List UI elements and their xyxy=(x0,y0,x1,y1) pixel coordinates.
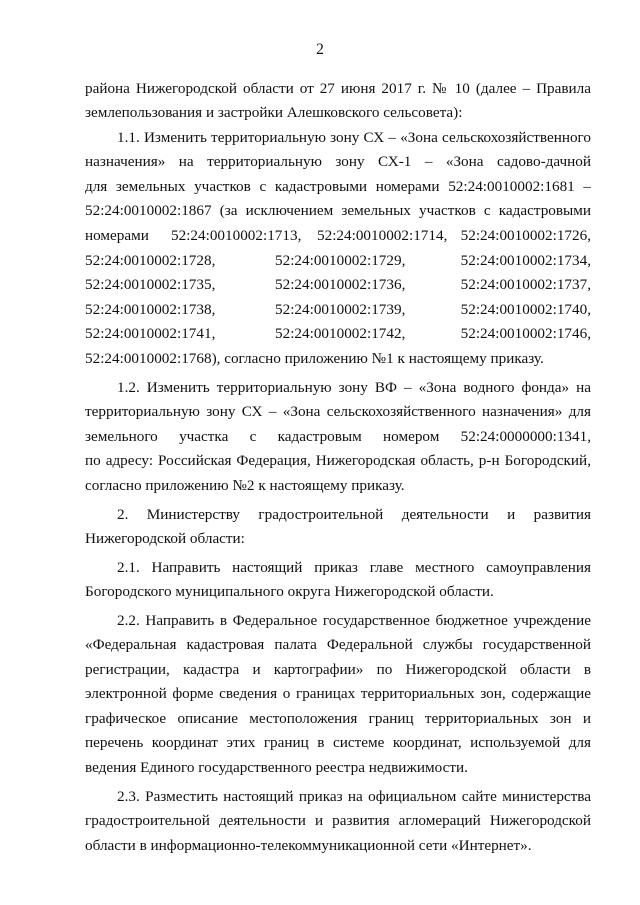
text-line: территориальную зону СХ – «Зона сельскохозяйственного назначения» для xyxy=(85,403,591,420)
text-line: 52:24:0010002:1768), согласно приложению №1 к настоящему приказу. xyxy=(85,350,544,367)
cadastral-cell: 52:24:0010002:1741, xyxy=(85,325,216,342)
cadastral-row xyxy=(85,251,591,271)
text-line: электронной форме сведения о границах территориальных зон, содержащие xyxy=(85,685,591,702)
text-line: графическое описание местоположения границ территориальных зон и xyxy=(85,710,591,727)
text-line: ведения Единого государственного реестра недвижимости. xyxy=(85,759,468,776)
text-line: области в информационно-телекоммуникационной сети «Интернет». xyxy=(85,837,532,854)
text-line: 52:24:0010002:1867 (за исключением земельных участков с кадастровыми xyxy=(85,202,591,219)
cadastral-cell: 52:24:0010002:1737, xyxy=(460,276,591,293)
cadastral-cell: 52:24:0010002:1714, xyxy=(317,227,448,244)
cadastral-row xyxy=(85,300,591,320)
cadastral-row xyxy=(85,324,591,344)
text-line: согласно приложению №2 к настоящему приказу. xyxy=(85,477,405,494)
cadastral-cell: 52:24:0010002:1738, xyxy=(85,301,216,318)
paragraph-2-line: 2. Министерству градостроительной деятельности и развития xyxy=(117,506,591,523)
cadastral-cell: 52:24:0010002:1742, xyxy=(275,325,406,342)
cadastral-cell: 52:24:0010002:1740, xyxy=(460,301,591,318)
cadastral-cell: 52:24:0010002:1734, xyxy=(460,252,591,269)
paragraph-2-1-line: 2.1. Направить настоящий приказ главе местного самоуправления xyxy=(117,559,591,576)
paragraph-2-3-line: 2.3. Разместить настоящий приказ на официальном сайте министерства xyxy=(117,788,591,805)
text-line: землепользования и застройки Алешковского сельсовета): xyxy=(85,104,463,121)
text-line: перечень координат этих границ в системе координат, используемой для xyxy=(85,734,591,751)
cadastral-cell: 52:24:0010002:1746, xyxy=(460,325,591,342)
text-line: земельного участка с кадастровым номером 52:24:0000000:1341, xyxy=(85,428,591,445)
cadastral-cell: 52:24:0010002:1736, xyxy=(275,276,406,293)
page-number: 2 xyxy=(316,41,324,58)
cadastral-cell: 52:24:0010002:1735, xyxy=(85,276,216,293)
paragraph-1-1-line: 1.1. Изменить территориальную зону СХ – «Зона сельскохозяйственного xyxy=(117,129,591,146)
cadastral-cell: 52:24:0010002:1726, xyxy=(460,227,591,244)
text-line: регистрации, кадастра и картографии» по Нижегородской области в xyxy=(85,661,591,678)
paragraph-1-2-line: 1.2. Изменить территориальную зону ВФ – «Зона водного фонда» на xyxy=(117,379,591,396)
text-line: Нижегородской области: xyxy=(85,530,245,547)
text-line: для земельных участков с кадастровыми номерами 52:24:0010002:1681 – xyxy=(85,178,591,195)
text-line: назначения» на территориальную зону СХ-1 – «Зона садово-дачной xyxy=(85,153,591,170)
text-line: района Нижегородской области от 27 июня 2017 г. № 10 (далее – Правила xyxy=(85,80,591,97)
text-line: градостроительной деятельности и развития агломераций Нижегородской xyxy=(85,812,591,829)
cadastral-row xyxy=(85,275,591,295)
cadastral-cell: номерами xyxy=(85,227,149,244)
text-line: Богородского муниципального округа Нижегородской области. xyxy=(85,583,494,600)
cadastral-row xyxy=(85,226,591,246)
text-line: «Федеральная кадастровая палата Федеральной службы государственной xyxy=(85,636,591,653)
paragraph-2-2-line: 2.2. Направить в Федеральное государственное бюджетное учреждение xyxy=(117,612,591,629)
cadastral-cell: 52:24:0010002:1729, xyxy=(275,252,406,269)
cadastral-cell: 52:24:0010002:1728, xyxy=(85,252,216,269)
cadastral-cell: 52:24:0010002:1739, xyxy=(275,301,406,318)
text-line: по адресу: Российская Федерация, Нижегородская область, р-н Богородский, xyxy=(85,452,591,469)
cadastral-cell: 52:24:0010002:1713, xyxy=(171,227,302,244)
